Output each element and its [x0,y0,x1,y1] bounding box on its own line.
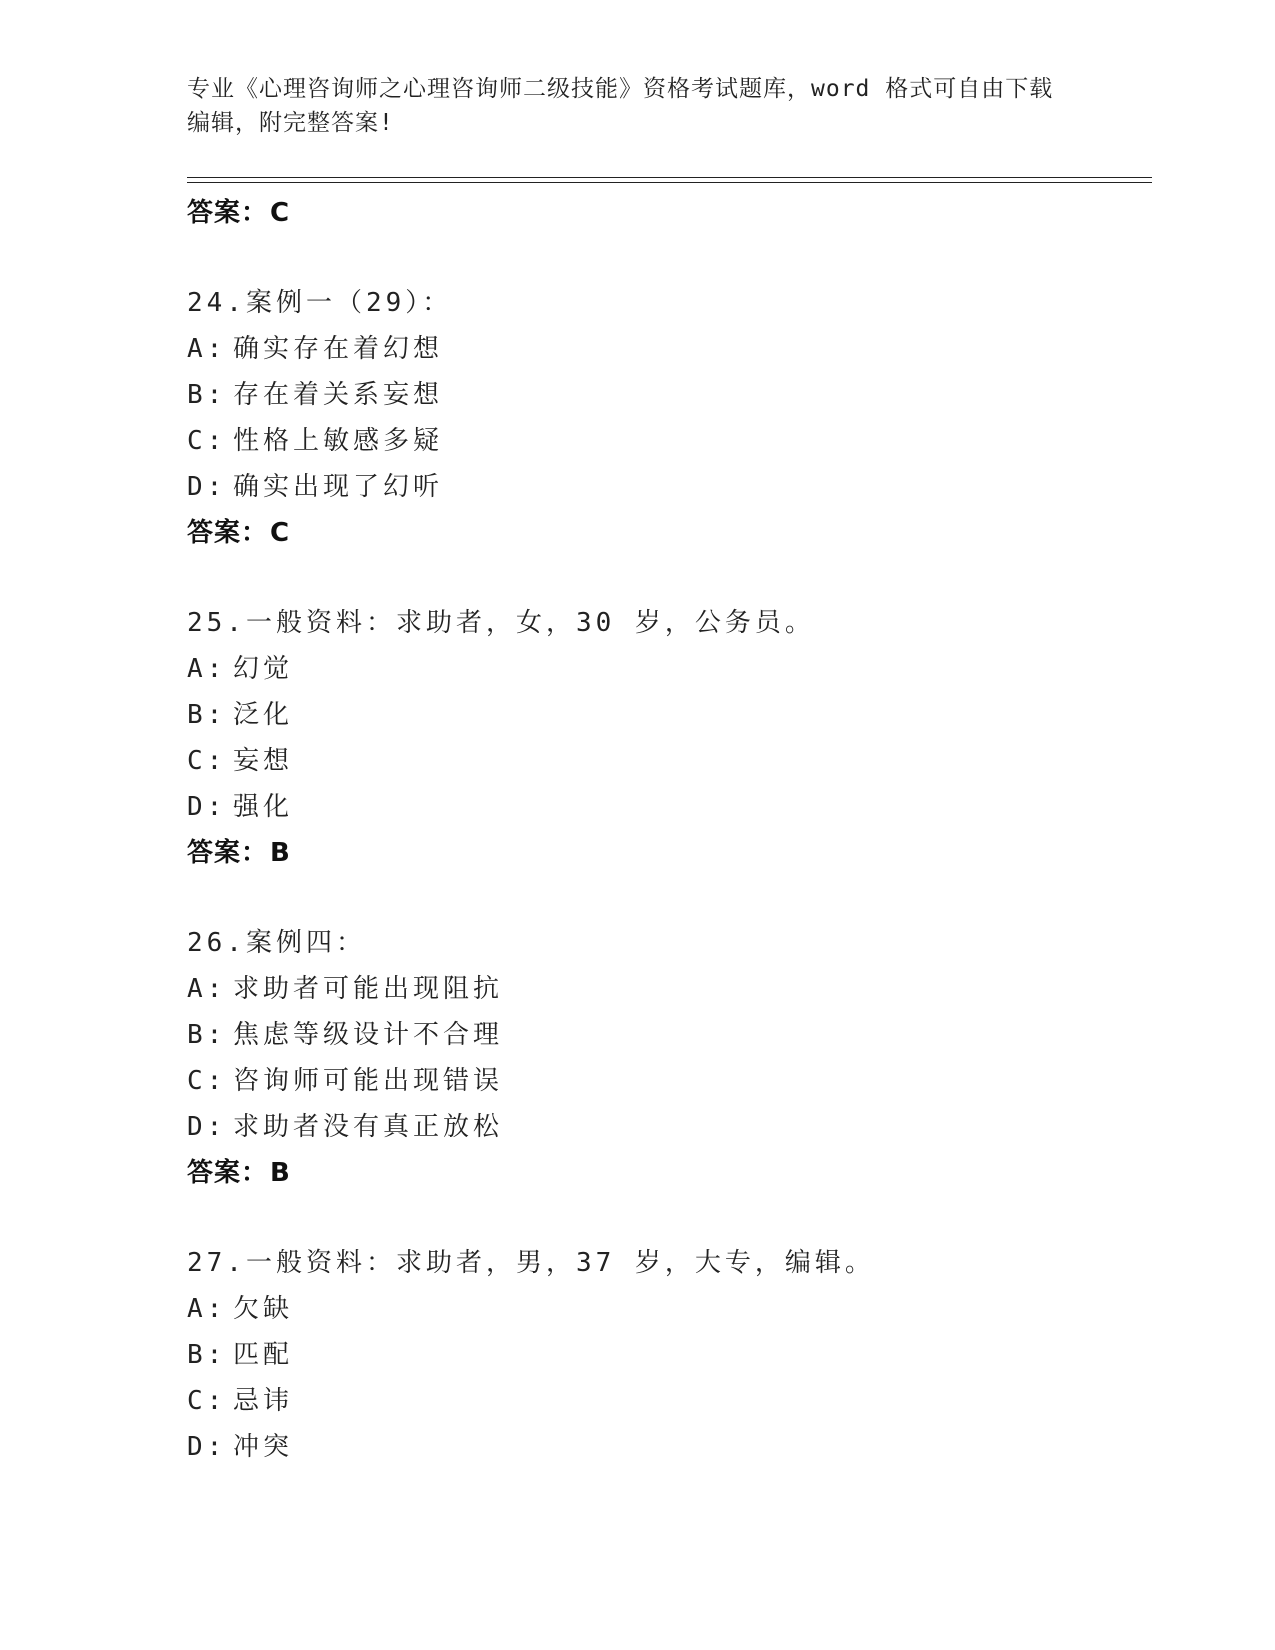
question-title: 27.一般资料：求助者，男，37 岁，大专，编辑。 [187,1248,875,1278]
option-a [187,1286,1147,1332]
option-key: A: [187,654,227,684]
header-double-rule [187,177,1152,183]
option-text: 冲突 [233,1432,294,1462]
option-text: 匹配 [233,1340,294,1370]
option-text: 求助者没有真正放松 [233,1112,504,1142]
answer-label: 答案： [187,838,269,868]
question-title: 26.案例四： [187,928,366,958]
answer-line [187,1150,1147,1196]
option-key: D: [187,472,227,502]
question-block-24 [187,280,1147,556]
answer-line [187,510,1147,556]
option-text: 咨询师可能出现错误 [233,1066,504,1096]
option-text: 性格上敏感多疑 [233,426,444,456]
option-key: C: [187,426,227,456]
option-text: 欠缺 [233,1294,294,1324]
question-title: 25.一般资料：求助者，女，30 岁，公务员。 [187,608,815,638]
answer-label: 答案： [187,1158,269,1188]
answer-label: 答案： [187,198,269,228]
option-key: C: [187,1066,227,1096]
option-text: 妄想 [233,746,294,776]
option-b [187,1332,1147,1378]
option-key: D: [187,1432,227,1462]
option-key: C: [187,1386,227,1416]
answer-value: B [270,838,291,868]
option-c [187,418,1147,464]
option-key: B: [187,380,227,410]
question-title: 24.案例一（29）： [187,288,453,318]
header-line-1: 专业《心理咨询师之心理咨询师二级技能》资格考试题库，word 格式可自由下载 [187,76,1054,102]
option-b [187,692,1147,738]
option-key: A: [187,974,227,1004]
option-text: 确实出现了幻听 [233,472,444,502]
option-key: C: [187,746,227,776]
option-c [187,1058,1147,1104]
option-text: 忌讳 [233,1386,294,1416]
option-text: 存在着关系妄想 [233,380,444,410]
option-key: D: [187,792,227,822]
question-block-27 [187,1240,1147,1470]
option-a [187,966,1147,1012]
option-d [187,1104,1147,1150]
option-text: 求助者可能出现阻抗 [233,974,504,1004]
option-c [187,1378,1147,1424]
option-text: 幻觉 [233,654,294,684]
option-key: A: [187,1294,227,1324]
option-d [187,784,1147,830]
option-text: 确实存在着幻想 [233,334,444,364]
option-c [187,738,1147,784]
option-b [187,1012,1147,1058]
option-key: B: [187,1340,227,1370]
answer-value: C [270,518,291,548]
option-text: 焦虑等级设计不合理 [233,1020,504,1050]
option-key: D: [187,1112,227,1142]
option-text: 强化 [233,792,294,822]
header-line-2: 编辑，附完整答案! [187,110,394,136]
answer-value: C [270,198,291,228]
answer-value: B [270,1158,291,1188]
option-key: B: [187,1020,227,1050]
option-d [187,1424,1147,1470]
option-text: 泛化 [233,700,294,730]
question-block-26 [187,920,1147,1196]
option-b [187,372,1147,418]
document-header [187,72,1087,140]
option-d [187,464,1147,510]
question-block-25 [187,600,1147,876]
answer-line [187,190,1147,236]
option-a [187,326,1147,372]
answer-label: 答案： [187,518,269,548]
question-list [187,190,1147,1470]
option-a [187,646,1147,692]
answer-line [187,830,1147,876]
option-key: A: [187,334,227,364]
option-key: B: [187,700,227,730]
